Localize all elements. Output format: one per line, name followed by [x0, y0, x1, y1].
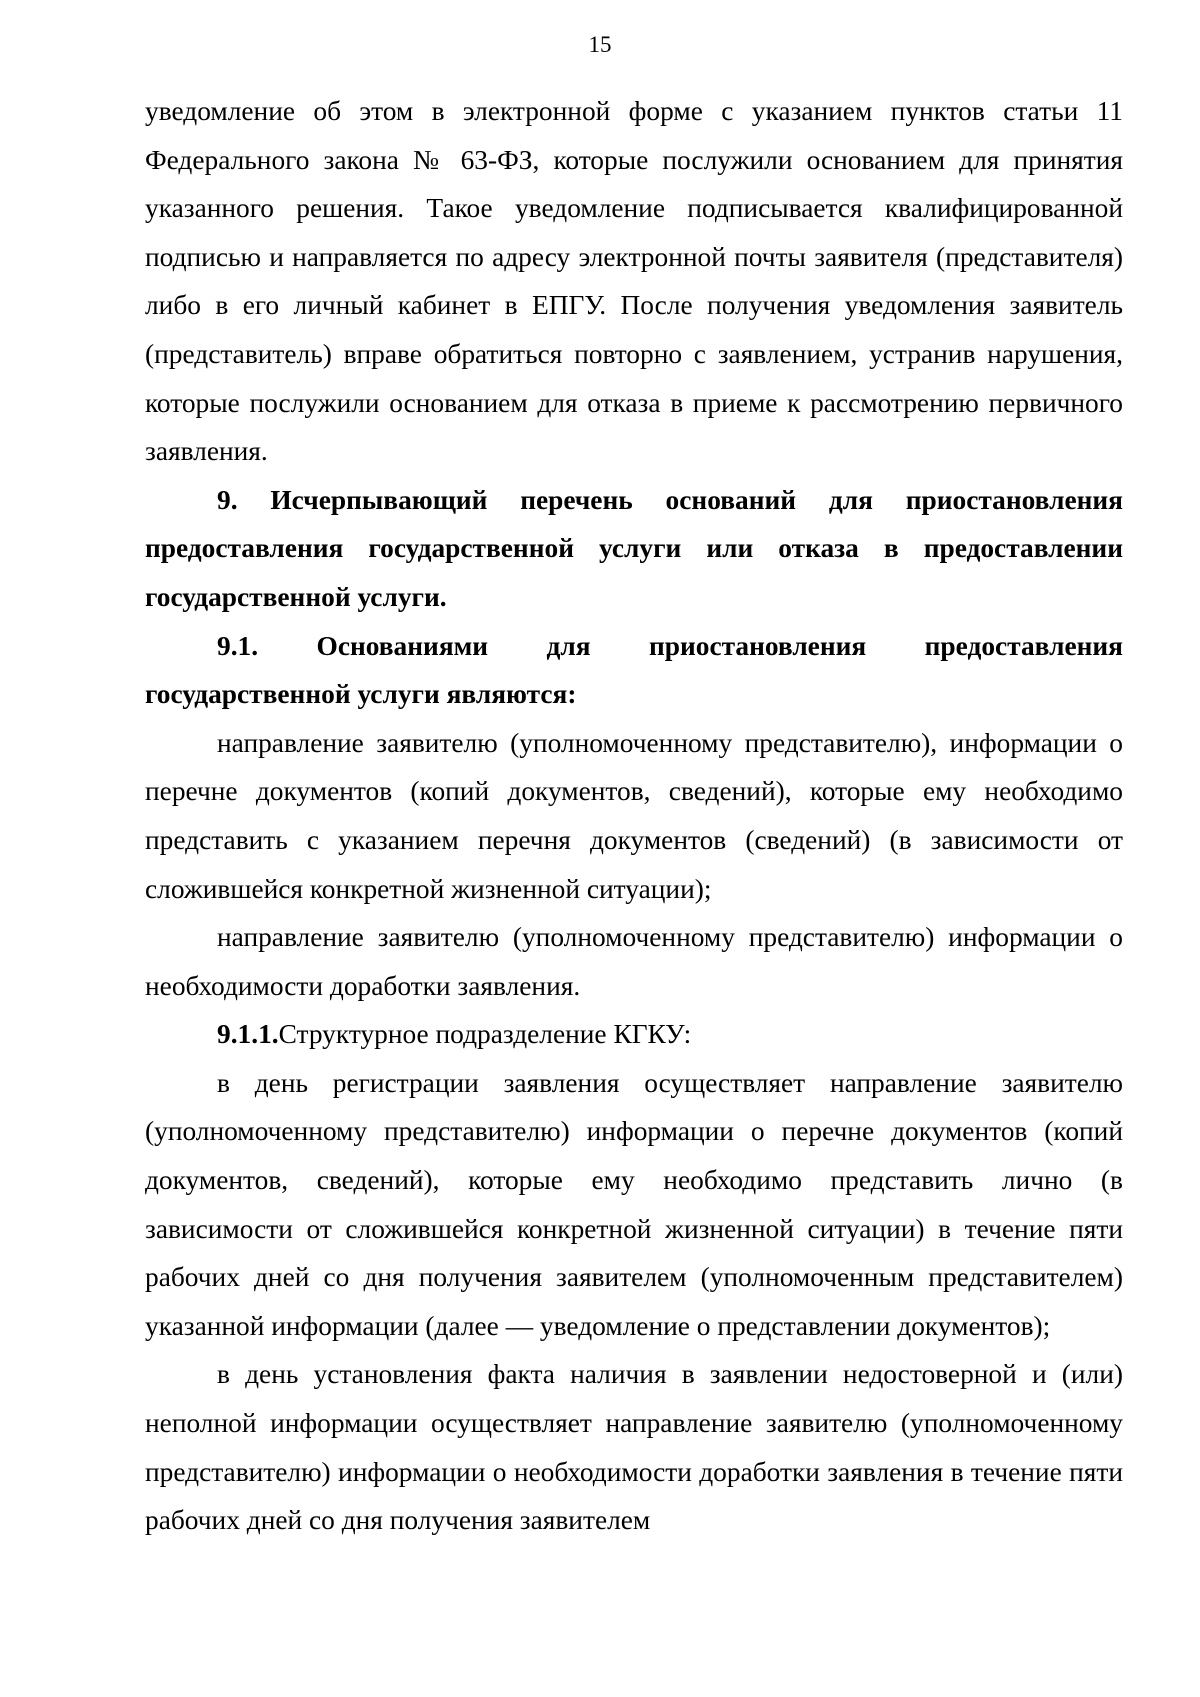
- section-number-9-1-1: 9.1.1.: [217, 1019, 279, 1050]
- section-heading-9-1: 9.1. Основаниями для приостановления предоставления государственной услуги являются:: [145, 630, 1123, 710]
- paragraph-registration-day: в день регистрации заявления осуществляет направление заявителю (уполномоченному представителю) информации о перечне документов (копий документов, сведений), которые ему необходимо представить лично (в зависимости от сложившейся конкретной жизненной ситуации) в течение пяти рабочих дней со дня получения заявителем (уполномоченным представителем) указанной информации (далее — уведомление о представлении документов);: [145, 1067, 1123, 1341]
- paragraph-revision-info: направление заявителю (уполномоченному представителю) информации о необходимости доработки заявления.: [145, 922, 1123, 1001]
- paragraph-incomplete-info: в день установления факта наличия в заявлении недостоверной и (или) неполной информации осуществляет направление заявителю (уполномоченному представителю) информации о необходимости доработки заявления в течение пяти рабочих дней со дня получения заявителем: [145, 1359, 1123, 1536]
- paragraph-notification-continuation: уведомление об этом в электронной форме с указанием пунктов статьи 11 Федерального закона № 63-ФЗ, которые послужили основанием для принятия указанного решения. Такое уведомление подписывается квалифицированной подписью и направляется по адресу электронной почты заявителя (представителя) либо в его личный кабинет в ЕПГУ. После получения уведомления заявитель (представитель) вправе обратиться повторно с заявлением, устранив нарушения, которые послужили основанием для отказа в приеме к рассмотрению первичного заявления.: [145, 96, 1123, 467]
- paragraph-documents-list: направление заявителю (уполномоченному представителю), информации о перечне документов (копий документов, сведений), которые ему необходимо представить с указанием перечня документов (сведений) (в зависимости от сложившейся конкретной жизненной ситуации);: [145, 727, 1123, 904]
- section-title-9-1-1: Структурное подразделение КГКУ:: [278, 1019, 692, 1050]
- section-heading-9: 9. Исчерпывающий перечень оснований для приостановления предоставления государственной услуги или отказа в предоставлении государственной услуги.: [145, 484, 1123, 612]
- document-body: [145, 87, 1123, 1545]
- section-heading-9-1-1: [145, 1010, 1123, 1059]
- page-number: 15: [588, 32, 612, 57]
